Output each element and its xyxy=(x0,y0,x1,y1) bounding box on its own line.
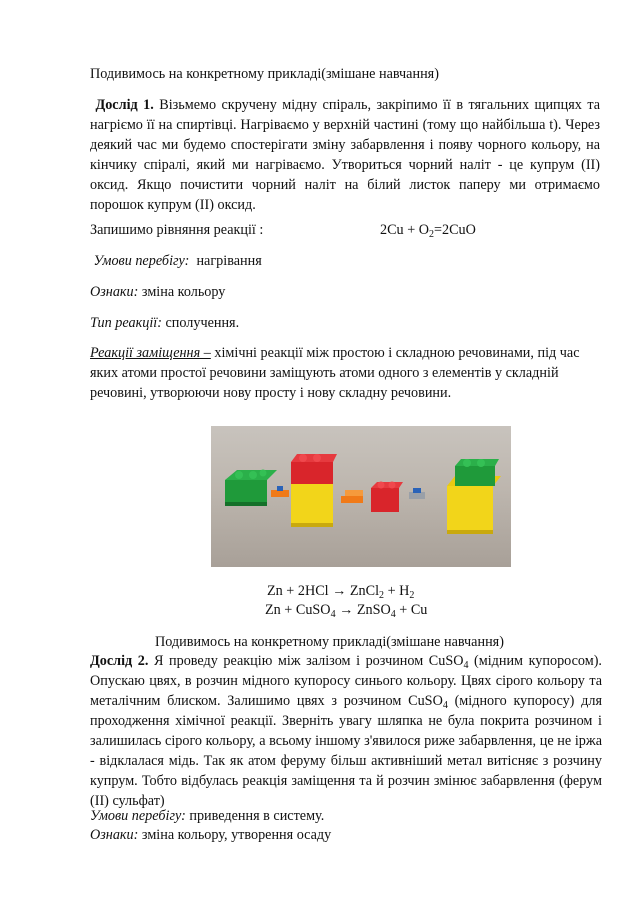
equation-zn-hcl xyxy=(267,581,414,601)
experiment-2-paragraph xyxy=(90,651,602,811)
experiment-1-text: Візьмемо скручену мідну спіраль, закріпимо її в тягальних щипцях та нагріємо її на спиртівці. Нагріваємо у верхній частині (тому що найбільша t). Через деякий час ми будемо спостерігати зміну забарвлення і появу чорного кольору, на кінчику спіралі, який ми нагріваємо. Утвориться чорний наліт - це купрум (ІІ) оксид. Якщо почистити чорний наліт на білий листок паперу ми отримаємо порошок купрум (ІІ) оксид. xyxy=(90,97,600,213)
eq2-part-a: Zn + CuSO xyxy=(265,602,331,618)
definition-text: хімічні реакції між простою і складною речовинами, під час яких атоми простої речовини заміщують атоми одного з елементів у складній речовині, утворюючи нову просту і нову складну речовини. xyxy=(90,345,580,401)
green-yellow-cube xyxy=(447,459,501,534)
signs-2-value: зміна кольору, утворення осаду xyxy=(138,827,332,843)
equation-part-a: 2Cu + O xyxy=(380,222,429,238)
red-yellow-cube xyxy=(291,454,337,527)
intro-line-1: Подивимось на конкретному прикладі(змішане навчання) xyxy=(90,66,439,82)
type-1-value: сполучення. xyxy=(161,315,240,331)
signs-2 xyxy=(90,825,598,845)
type-1 xyxy=(90,313,598,333)
intro-line-2: Подивимось на конкретному прикладі(змішане навчання) xyxy=(155,634,504,650)
type-1-label: Тип реакції: xyxy=(90,315,162,331)
equation-cu-oxidation xyxy=(380,220,476,240)
experiment-1-paragraph xyxy=(90,95,600,215)
equation-label: Запишимо рівняння реакції : xyxy=(90,222,264,238)
eq2-part-b: → ZnSO xyxy=(335,602,391,618)
experiment-2-sub-1: 4 xyxy=(463,660,469,671)
conditions-1-label: Умови перебігу: xyxy=(93,253,190,269)
eq1-sub-2: 2 xyxy=(409,590,415,601)
conditions-1 xyxy=(90,251,598,271)
conditions-2 xyxy=(90,806,598,826)
conditions-2-label: Умови перебігу: xyxy=(90,808,186,824)
eq2-sub-1: 4 xyxy=(330,609,336,620)
experiment-1-label: Дослід 1. xyxy=(95,97,154,113)
definition-term: Реакції заміщення – xyxy=(90,345,211,361)
equation-subscript: 2 xyxy=(429,229,434,240)
experiment-2-text-1: Я проведу реакцію між залізом і розчином CuSO xyxy=(148,653,464,669)
substitution-definition xyxy=(90,343,602,403)
conditions-2-value: приведення в систему. xyxy=(185,808,325,824)
signs-1 xyxy=(90,282,598,302)
experiment-2-sub-2: 4 xyxy=(442,700,448,711)
signs-1-label: Ознаки: xyxy=(90,284,139,300)
experiment-2-text-3: (мідного купоросу) для проходження хімічної реакції. Зверніть увагу шляпка не була покрита розчином і залишилась сірого кольору, а всьому іншому з'явилося риже забарвлення, це не іржа - відклалася мідь. Так як атом феруму більш активніший метал витісняє з розчину купрум. Тобто відбулась реакція заміщення та й розчин змінює забарвлення (ферум (ІІ) сульфат) xyxy=(90,693,602,809)
red-brick-middle xyxy=(371,482,403,513)
experiment-2-label: Дослід 2. xyxy=(90,653,149,669)
equation-line xyxy=(90,220,598,240)
experiment-2-text-2: (мідним купоросом). Опускаю цвях, в розчин мідного купоросу синього кольору. Цвях сірого кольору та металічним блиском. Залишимо цвях з розчином CuSO xyxy=(90,653,602,709)
eq1-part-b: + H xyxy=(384,583,410,599)
signs-2-label: Ознаки: xyxy=(90,827,139,843)
lego-bricks-image xyxy=(211,426,511,567)
signs-1-value: зміна кольору xyxy=(138,284,226,300)
eq2-sub-2: 4 xyxy=(390,609,396,620)
eq1-part-a: Zn + 2HCl → ZnCl xyxy=(267,583,380,599)
eq2-part-c: + Cu xyxy=(395,602,428,618)
equation-part-b: =2CuO xyxy=(434,222,476,238)
conditions-1-value: нагрівання xyxy=(189,253,262,269)
lego-model-photo xyxy=(211,426,511,567)
equation-zn-cuso4 xyxy=(265,600,427,620)
eq1-sub-1: 2 xyxy=(379,590,385,601)
